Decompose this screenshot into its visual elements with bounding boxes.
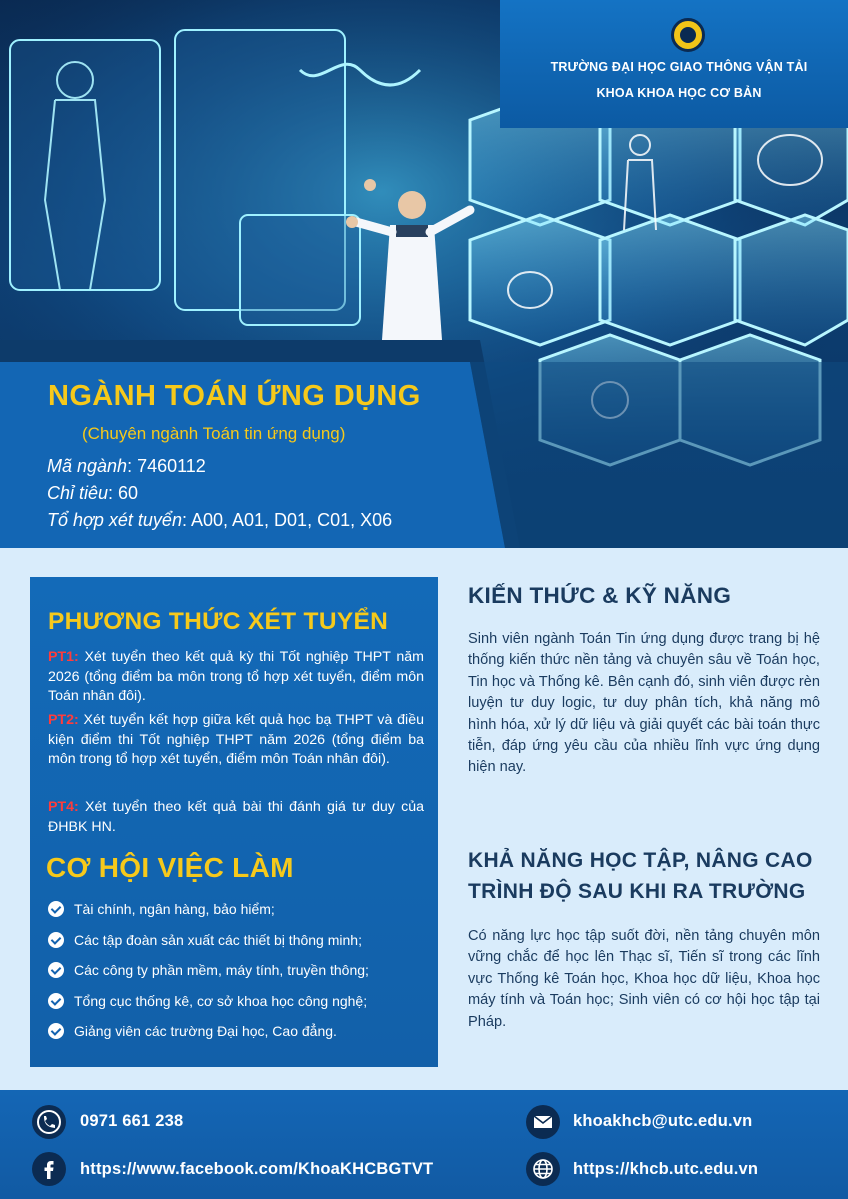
job-label: Các công ty phần mềm, máy tính, truyền thông; <box>74 962 369 978</box>
major-code <box>47 456 206 477</box>
check-icon <box>48 993 64 1009</box>
major-combos-value: : A00, A01, D01, C01, X06 <box>181 510 393 530</box>
website-link[interactable]: https://khcb.utc.edu.vn <box>573 1160 759 1178</box>
skills-text: Sinh viên ngành Toán Tin ứng dụng được trang bị hệ thống kiến thức nền tảng và chuyên sâu về Toán học, Tin học và Thống kê. Bên cạnh đó, sinh viên được rèn luyện tư duy logic, tư duy phân tích, khả năng mô hình hóa, xử lý dữ liệu và giải quyết các bài toán thực tiễn, đáp ứng yêu cầu của nhiều lĩnh vực ứng dụng hiện nay. <box>468 631 820 776</box>
skills-title: KIẾN THỨC & KỸ NĂNG <box>468 583 732 608</box>
list-item <box>48 1020 428 1051</box>
globe-icon <box>526 1152 560 1186</box>
hero-banner <box>0 0 848 548</box>
email-link[interactable]: khoakhcb@utc.edu.vn <box>573 1112 753 1130</box>
contact-footer <box>0 1090 848 1199</box>
admission-method-2 <box>48 711 424 770</box>
major-quota-value: : 60 <box>108 483 139 503</box>
job-label: Các tập đoàn sản xuất các thiết bị thông minh; <box>74 931 362 948</box>
list-item <box>48 929 428 960</box>
major-combos <box>47 510 392 531</box>
list-item <box>48 959 428 990</box>
method-text: Xét tuyển theo kết quả bài thi đánh giá tư duy của ĐHBK HN. <box>48 799 424 835</box>
method-tag: PT4: <box>48 799 79 815</box>
admission-title: PHƯƠNG THỨC XÉT TUYỂN <box>48 608 389 635</box>
major-title: NGÀNH TOÁN ỨNG DỤNG <box>48 380 421 412</box>
jobs-list <box>48 898 428 1051</box>
check-icon <box>48 962 64 978</box>
check-icon <box>48 901 64 917</box>
facebook-icon <box>32 1152 66 1186</box>
mail-icon <box>526 1105 560 1139</box>
method-text: Xét tuyển theo kết quả kỳ thi Tốt nghiệp THPT năm 2026 (tổng điểm ba môn trong tổ hợp xét tuyển, điểm môn Toán nhân đôi). <box>48 649 424 704</box>
faculty-name: KHOA KHOA HỌC CƠ BẢN <box>596 86 762 100</box>
jobs-title: CƠ HỘI VIỆC LÀM <box>46 852 294 883</box>
method-tag: PT1: <box>48 649 79 665</box>
major-quota <box>47 483 138 504</box>
phone-number[interactable]: 0971 661 238 <box>80 1112 184 1130</box>
method-tag: PT2: <box>48 712 79 728</box>
facebook-link[interactable]: https://www.facebook.com/KhoaKHCBGTVT <box>80 1160 434 1178</box>
school-name: TRƯỜNG ĐẠI HỌC GIAO THÔNG VẬN TẢI <box>550 60 808 74</box>
job-label: Tổng cục thống kê, cơ sở khoa học công nghệ; <box>74 992 368 1009</box>
further-title-line1: KHẢ NĂNG HỌC TẬP, NÂNG CAO <box>468 849 813 872</box>
major-code-value: : 7460112 <box>127 456 206 476</box>
check-icon <box>48 932 64 948</box>
major-quota-label: Chỉ tiêu <box>47 483 109 503</box>
admission-method-1 <box>48 648 424 707</box>
major-code-label: Mã ngành <box>47 456 128 476</box>
job-label: Tài chính, ngân hàng, bảo hiểm; <box>74 901 275 917</box>
phone-icon <box>32 1105 66 1139</box>
method-text: Xét tuyển kết hợp giữa kết quả học bạ THPT và điều kiện điểm thi Tốt nghiệp THPT năm 2026 (tổng điểm ba môn trong tổ hợp xét tuyển, điểm môn Toán nhân đôi). <box>48 712 424 767</box>
further-title-line2: TRÌNH ĐỘ SAU KHI RA TRƯỜNG <box>468 880 806 903</box>
major-subtitle: (Chuyên ngành Toán tin ứng dụng) <box>82 424 346 443</box>
list-item <box>48 990 428 1021</box>
job-label: Giảng viên các trường Đại học, Cao đẳng. <box>74 1023 337 1039</box>
further-text: Có năng lực học tập suốt đời, nền tảng chuyên môn vững chắc để học lên Thạc sĩ, Tiến sĩ trong các lĩnh vực Thống kê Toán học, Khoa học dữ liệu, Khoa học máy tính và Toán học; Sinh viên có cơ hội học tập tại Pháp. <box>468 928 820 1030</box>
major-combos-label: Tổ hợp xét tuyển <box>47 510 182 530</box>
school-logo <box>671 18 705 52</box>
check-icon <box>48 1023 64 1039</box>
list-item <box>48 898 428 929</box>
admission-method-3 <box>48 798 424 837</box>
